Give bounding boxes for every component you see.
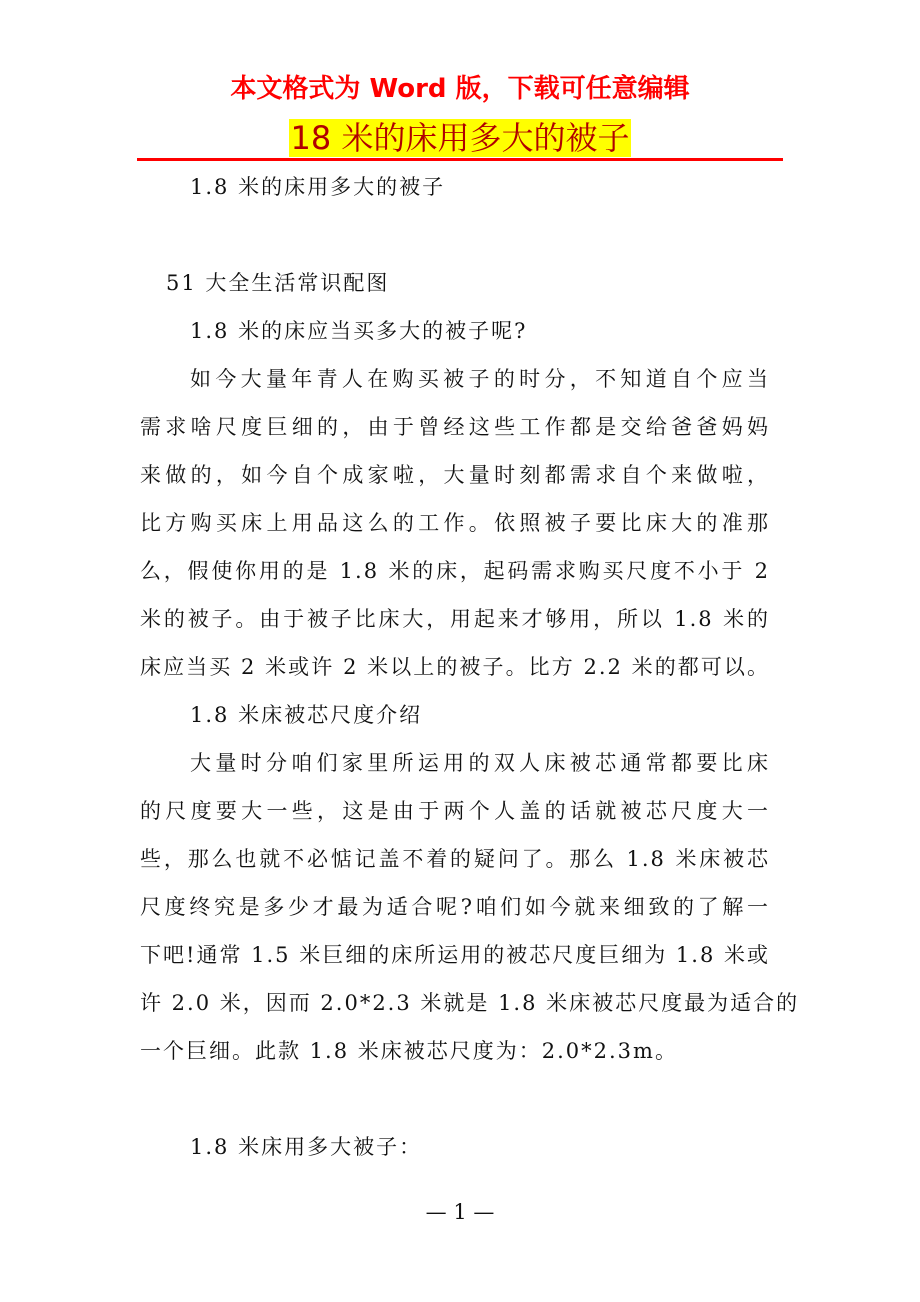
paragraph-line: 尺度终究是多少才最为适合呢?咱们如今就来细致的了解一 [140, 895, 770, 919]
paragraph-line: 床应当买 2 米或许 2 米以上的被子。比方 2.2 米的都可以。 [140, 655, 770, 679]
paragraph-line: 如今大量年青人在购买被子的时分，不知道自个应当 [190, 367, 770, 391]
paragraph-line: 1.8 米的床应当买多大的被子呢? [190, 319, 528, 343]
title-divider [137, 158, 783, 161]
paragraph-line: 一个巨细。此款 1.8 米床被芯尺度为：2.0*2.3m。 [140, 1039, 678, 1063]
format-banner: 本文格式为 Word 版，下载可任意编辑 [230, 74, 690, 104]
paragraph-line: 么，假使你用的是 1.8 米的床，起码需求购买尺度不小于 2 [140, 559, 770, 583]
paragraph-line: 的尺度要大一些，这是由于两个人盖的话就被芯尺度大一 [140, 799, 770, 823]
paragraph-line: 下吧!通常 1.5 米巨细的床所运用的被芯尺度巨细为 1.8 米或 [140, 943, 770, 967]
paragraph-line: 来做的，如今自个成家啦，大量时刻都需求自个来做啦， [140, 463, 770, 487]
paragraph-line: 需求啥尺度巨细的，由于曾经这些工作都是交给爸爸妈妈 [140, 415, 770, 439]
paragraph-line: 些，那么也就不必惦记盖不着的疑问了。那么 1.8 米床被芯 [140, 847, 770, 871]
paragraph-line: 1.8 米床被芯尺度介绍 [190, 703, 423, 727]
document-title [0, 113, 920, 159]
paragraph-line: 大量时分咱们家里所运用的双人床被芯通常都要比床 [190, 751, 770, 775]
paragraph-line: 51 大全生活常识配图 [166, 271, 390, 295]
page-number: — 1 — [425, 1200, 495, 1224]
paragraph-line: 米的被子。由于被子比床大，用起来才够用，所以 1.8 米的 [140, 607, 770, 631]
paragraph-line: 1.8 米床用多大被子： [190, 1135, 423, 1159]
paragraph-line: 许 2.0 米，因而 2.0*2.3 米就是 1.8 米床被芯尺度最为适合的 [140, 991, 800, 1015]
paragraph-line: 1.8 米的床用多大的被子 [190, 175, 446, 199]
paragraph-line: 比方购买床上用品这么的工作。依照被子要比床大的准那 [140, 511, 770, 535]
title-text: 18 米的床用多大的被子 [290, 119, 630, 157]
